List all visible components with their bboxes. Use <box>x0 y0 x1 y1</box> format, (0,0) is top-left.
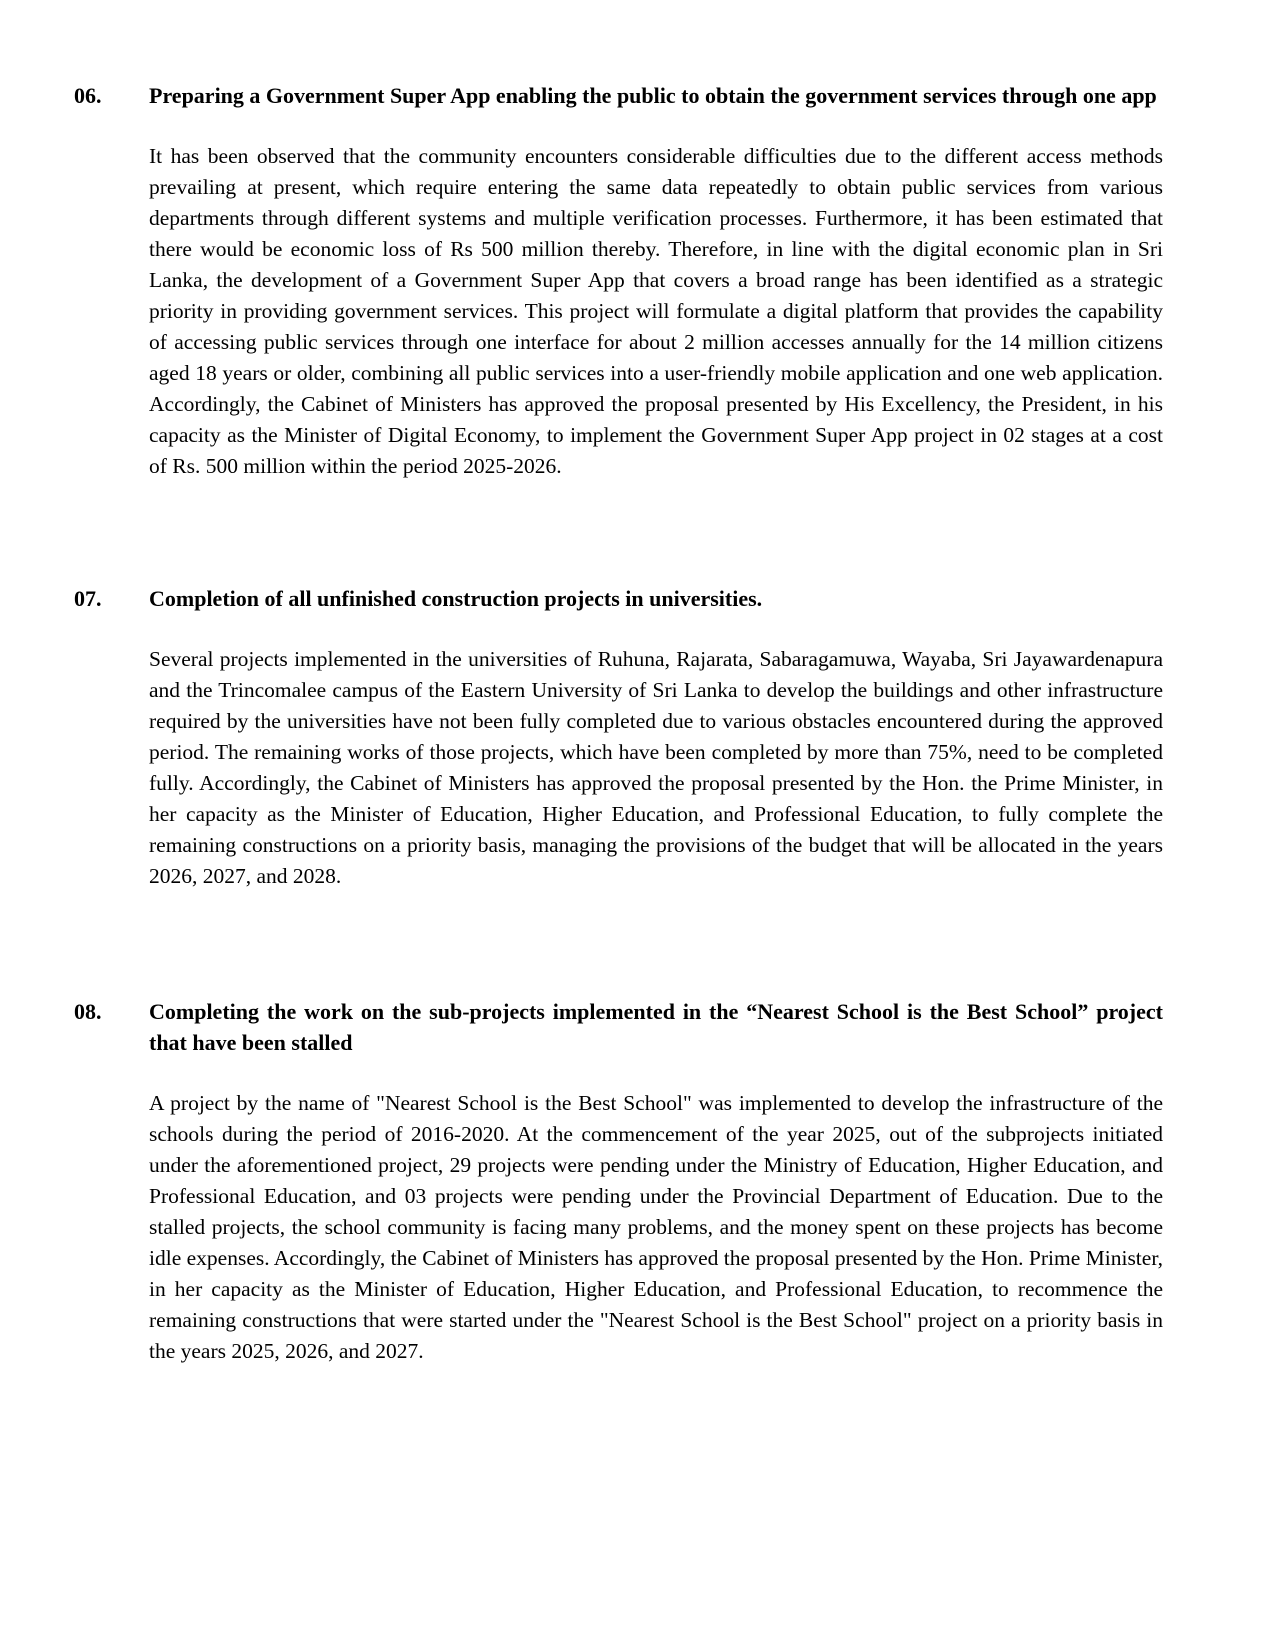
section-body: It has been observed that the community encounters considerable difficulties due to the different access methods prevailing at present, which require entering the same data repeatedly to obtain public services from various departments through different systems and multiple verification processes. Furthermore, it has been estimated that there would be economic loss of Rs 500 million thereby. Therefore, in line with the digital economic plan in Sri Lanka, the development of a Government Super App that covers a broad range has been identified as a strategic priority in providing government services. This project will formulate a digital platform that provides the capability of accessing public services through one interface for about 2 million accesses annually for the 14 million citizens aged 18 years or older, combining all public services into a user-friendly mobile application and one web application. Accordingly, the Cabinet of Ministers has approved the proposal presented by His Excellency, the President, in his capacity as the Minister of Digital Economy, to implement the Government Super App project in 02 stages at a cost of Rs. 500 million within the period 2025-2026. <box>149 144 1163 478</box>
section-heading: Completing the work on the sub-projects implemented in the “Nearest School is the Best School” project that have been stalled <box>149 999 1163 1055</box>
section-number: 08. <box>74 999 102 1024</box>
section-number: 06. <box>74 83 102 108</box>
section-body: Several projects implemented in the universities of Ruhuna, Rajarata, Sabaragamuwa, Wayaba, Sri Jayawardenapura and the Trincomalee campus of the Eastern University of Sri Lanka to develop the buildings and other infrastructure required by the universities have not been fully completed due to various obstacles encountered during the approved period. The remaining works of those projects, which have been completed by more than 75%, need to be completed fully. Accordingly, the Cabinet of Ministers has approved the proposal presented by the Hon. the Prime Minister, in her capacity as the Minister of Education, Higher Education, and Professional Education, to fully complete the remaining constructions on a priority basis, managing the provisions of the budget that will be allocated in the years 2026, 2027, and 2028. <box>149 647 1163 888</box>
section-number: 07. <box>74 586 102 611</box>
section-07 <box>74 583 1174 892</box>
section-heading: Preparing a Government Super App enabling the public to obtain the government services through one app <box>149 83 1157 108</box>
section-08 <box>74 996 1174 1367</box>
section-heading: Completion of all unfinished construction projects in universities. <box>149 586 763 611</box>
section-06 <box>74 80 1174 482</box>
section-body: A project by the name of "Nearest School is the Best School" was implemented to develop the infrastructure of the schools during the period of 2016-2020. At the commencement of the year 2025, out of the subprojects initiated under the aforementioned project, 29 projects were pending under the Ministry of Education, Higher Education, and Professional Education, and 03 projects were pending under the Provincial Department of Education. Due to the stalled projects, the school community is facing many problems, and the money spent on these projects has become idle expenses. Accordingly, the Cabinet of Ministers has approved the proposal presented by the Hon. Prime Minister, in her capacity as the Minister of Education, Higher Education, and Professional Education, to recommence the remaining constructions that were started under the "Nearest School is the Best School" project on a priority basis in the years 2025, 2026, and 2027. <box>149 1091 1163 1363</box>
